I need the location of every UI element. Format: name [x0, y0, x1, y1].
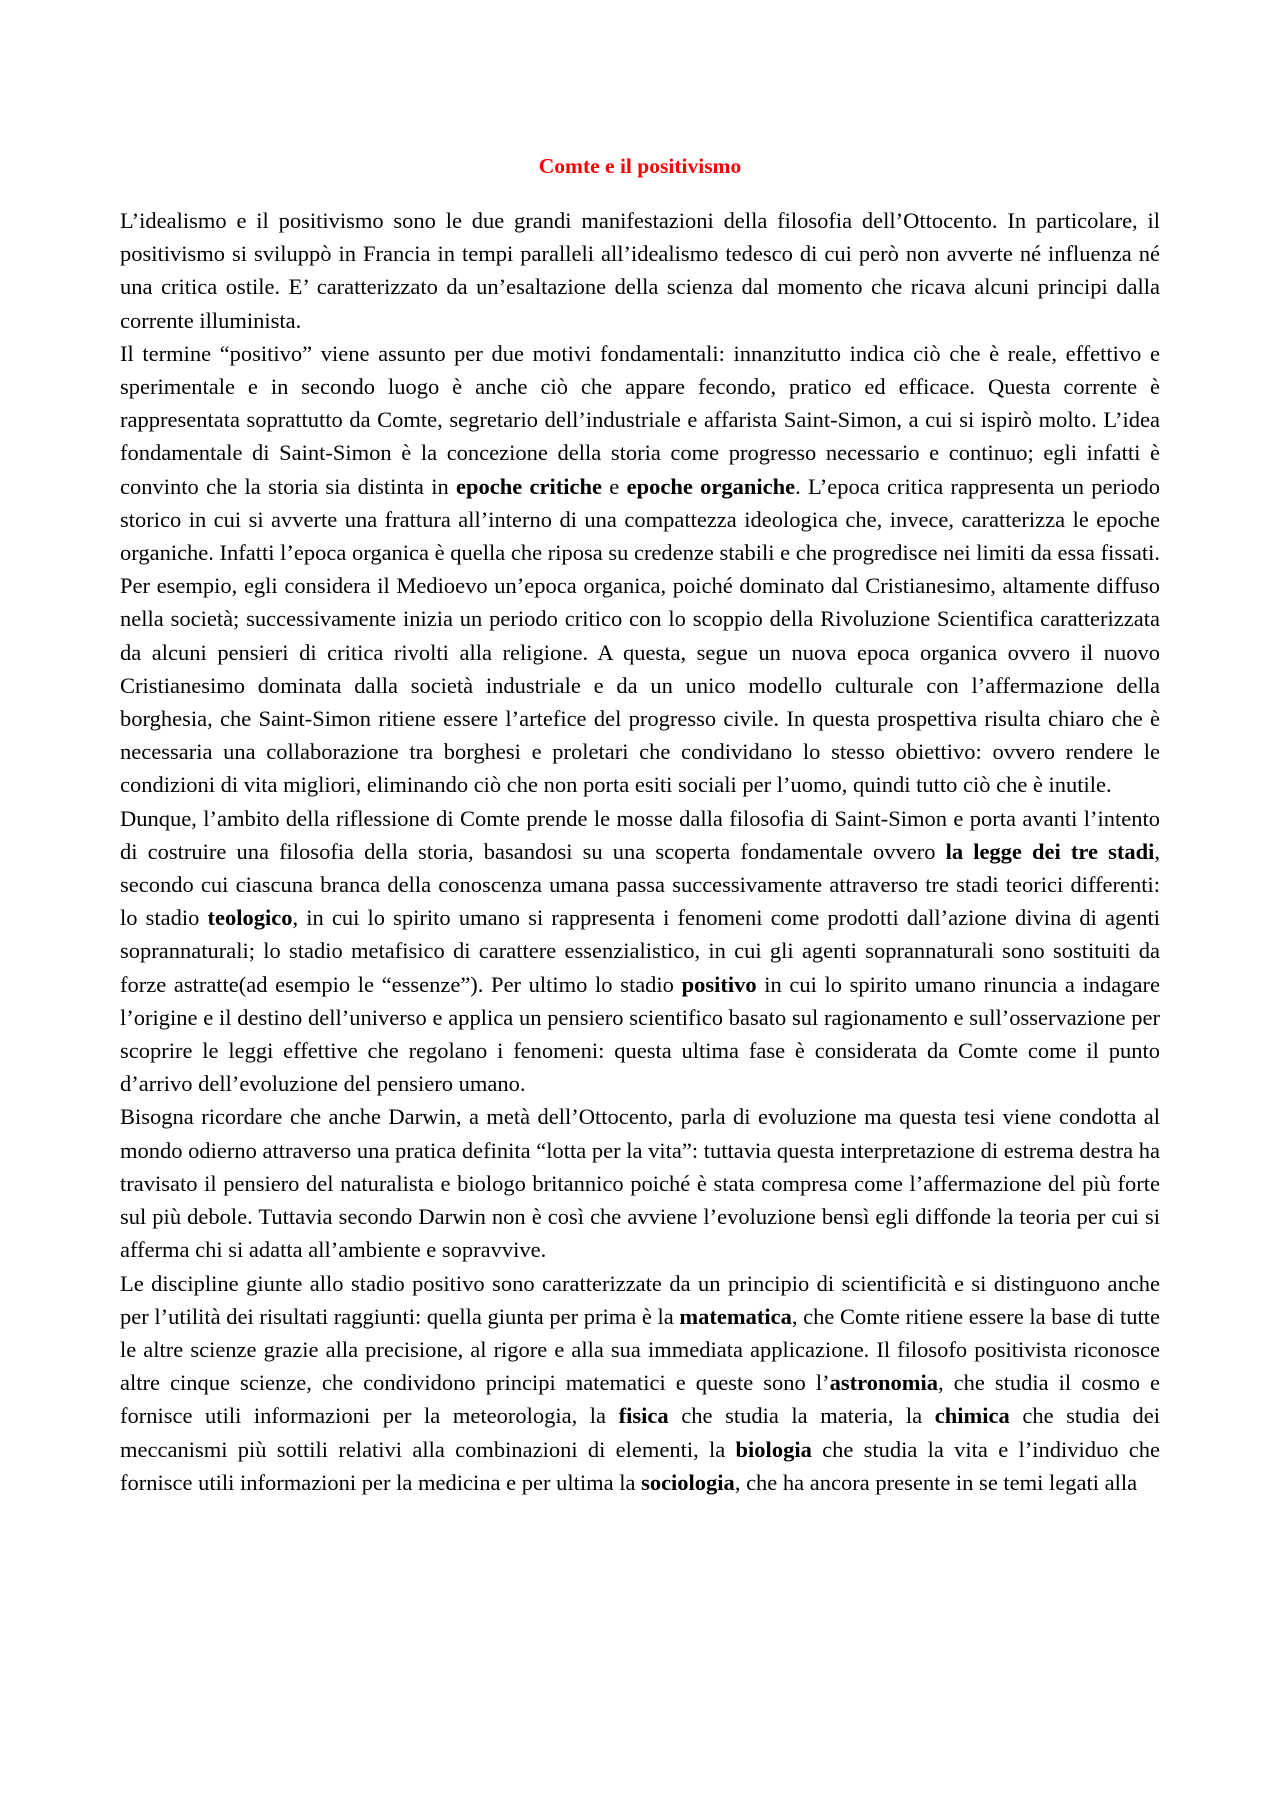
bold-term-epoche-critiche: epoche critiche [456, 473, 603, 499]
text-run: , che ha ancora presente in se temi legati alla [734, 1469, 1138, 1495]
bold-term-fisica: fisica [618, 1403, 669, 1429]
text-run: , secondo cui ciascuna branca della conoscenza umana passa successivamente attraverso tre stadi teorici differenti: lo stadio [120, 838, 1160, 931]
text-run: Il termine “positivo” viene assunto per due motivi fondamentali: innanzitutto indica ciò che è reale, effettivo e sperimentale e in secondo luogo è anche ciò che appare fecondo, pratico ed efficace. Questa corrente è rappresentata soprattutto da Comte, segretario dell’industriale e affarista Saint-Simon, a cui si ispirò molto. L’idea fondamentale di Saint-Simon è la concezione della storia come progresso necessario e continuo; egli infatti è convinto che la storia sia distinta in [120, 340, 1160, 499]
paragraph-2 [120, 337, 1160, 802]
text-run: Bisogna ricordare che anche Darwin, a metà dell’Ottocento, parla di evoluzione ma questa tesi viene condotta al mondo odierno attraverso una pratica definita “lotta per la vita”: tuttavia questa interpretazione di estrema destra ha travisato il pensiero del naturalista e biologo britannico poiché è stata compresa come l’affermazione del più forte sul più debole. Tuttavia secondo Darwin non è così che avviene l’evoluzione bensì egli diffonde la teoria per cui si afferma chi si adatta all’ambiente e sopravvive. [120, 1104, 1160, 1263]
text-run: , che studia il cosmo e fornisce utili informazioni per la meteorologia, la [120, 1370, 1161, 1429]
text-run: , in cui lo spirito umano si rappresenta i fenomeni come prodotti dall’azione divina di agenti soprannaturali; lo stadio metafisico di carattere essenzialistico, in cui gli agenti soprannaturali sono sostituiti da forze astratte(ad esempio le “essenze”). Per ultimo lo stadio [120, 905, 1160, 997]
bold-term-matematica: matematica [679, 1303, 792, 1329]
text-run: Le discipline giunte allo stadio positivo sono caratterizzate da un principio di scientificità e si distinguono anche per l’utilità dei risultati raggiunti: quella giunta per prima è la [120, 1270, 1160, 1329]
paragraph-1 [120, 204, 1160, 337]
text-run: L’idealismo e il positivismo sono le due grandi manifestazioni della filosofia dell’Ottocento. In particolare, il positivismo si sviluppò in Francia in tempi paralleli all’idealismo tedesco di cui però non avverte né influenza né una critica ostile. E’ caratterizzato da un’esaltazione della scienza dal momento che ricava alcuni principi dalla corrente illuminista. [120, 208, 1160, 333]
bold-term-chimica: chimica [934, 1403, 1010, 1429]
text-run: che studia la vita e l’individuo che fornisce utili informazioni per la medicina e per ultima la [120, 1436, 1160, 1495]
paragraph-4 [120, 1100, 1160, 1266]
bold-term-sociologia: sociologia [641, 1469, 735, 1495]
page-title: Comte e il positivismo [538, 154, 742, 178]
bold-term-legge-tre-stadi: la legge dei tre stadi [945, 838, 1155, 864]
bold-term-biologia: biologia [735, 1436, 812, 1462]
paragraph-5 [120, 1267, 1160, 1499]
text-run: e [602, 473, 627, 499]
document-body [120, 204, 1160, 1499]
text-run: che studia dei meccanismi più sottili relativi alla combinazioni di elementi, la [120, 1403, 1160, 1462]
bold-term-epoche-organiche: epoche organiche [626, 473, 796, 499]
bold-term-teologico: teologico [207, 905, 293, 931]
text-run: , che Comte ritiene essere la base di tutte le altre scienze grazie alla precisione, al rigore e alla sua immediata applicazione. Il filosofo positivista riconosce altre cinque scienze, che condividono principi matematici e queste sono l’ [120, 1303, 1160, 1396]
paragraph-3 [120, 802, 1160, 1101]
bold-term-positivo: positivo [681, 971, 757, 997]
text-run: . L’epoca critica rappresenta un periodo storico in cui si avverte una frattura all’interno di una compattezza ideologica che, invece, caratterizza le epoche organiche. Infatti l’epoca organica è quella che riposa su credenze stabili e che progredisce nei limiti da essa fissati. Per esempio, egli considera il Medioevo un’epoca organica, poiché dominato dal Cristianesimo, altamente diffuso nella società; successivamente inizia un periodo critico con lo scoppio della Rivoluzione Scientifica caratterizzata da alcuni pensieri di critica rivolti alla religione. A questa, segue un nuova epoca organica ovvero il nuovo Cristianesimo dominata dalla società industriale e da un unico modello culturale con l’affermazione della borghesia, che Saint-Simon ritiene essere l’artefice del progresso civile. In questa prospettiva risulta chiaro che è necessaria una collaborazione tra borghesi e proletari che condividano lo stesso obiettivo: ovvero rendere le condizioni di vita migliori, eliminando ciò che non porta esiti sociali per l’uomo, quindi tutto ciò che è inutile. [120, 473, 1161, 798]
bold-term-astronomia: astronomia [829, 1370, 938, 1396]
text-run: che studia la materia, la [668, 1403, 935, 1429]
text-run: Dunque, l’ambito della riflessione di Comte prende le mosse dalla filosofia di Saint-Simon e porta avanti l’intento di costruire una filosofia della storia, basandosi su una scoperta fondamentale ovvero [120, 805, 1160, 864]
text-run: in cui lo spirito umano rinuncia a indagare l’origine e il destino dell’universo e applica un pensiero scientifico basato sul ragionamento e sull’osservazione per scoprire le leggi effettive che regolano i fenomeni: questa ultima fase è considerata da Comte come il punto d’arrivo dell’evoluzione del pensiero umano. [120, 971, 1160, 1097]
